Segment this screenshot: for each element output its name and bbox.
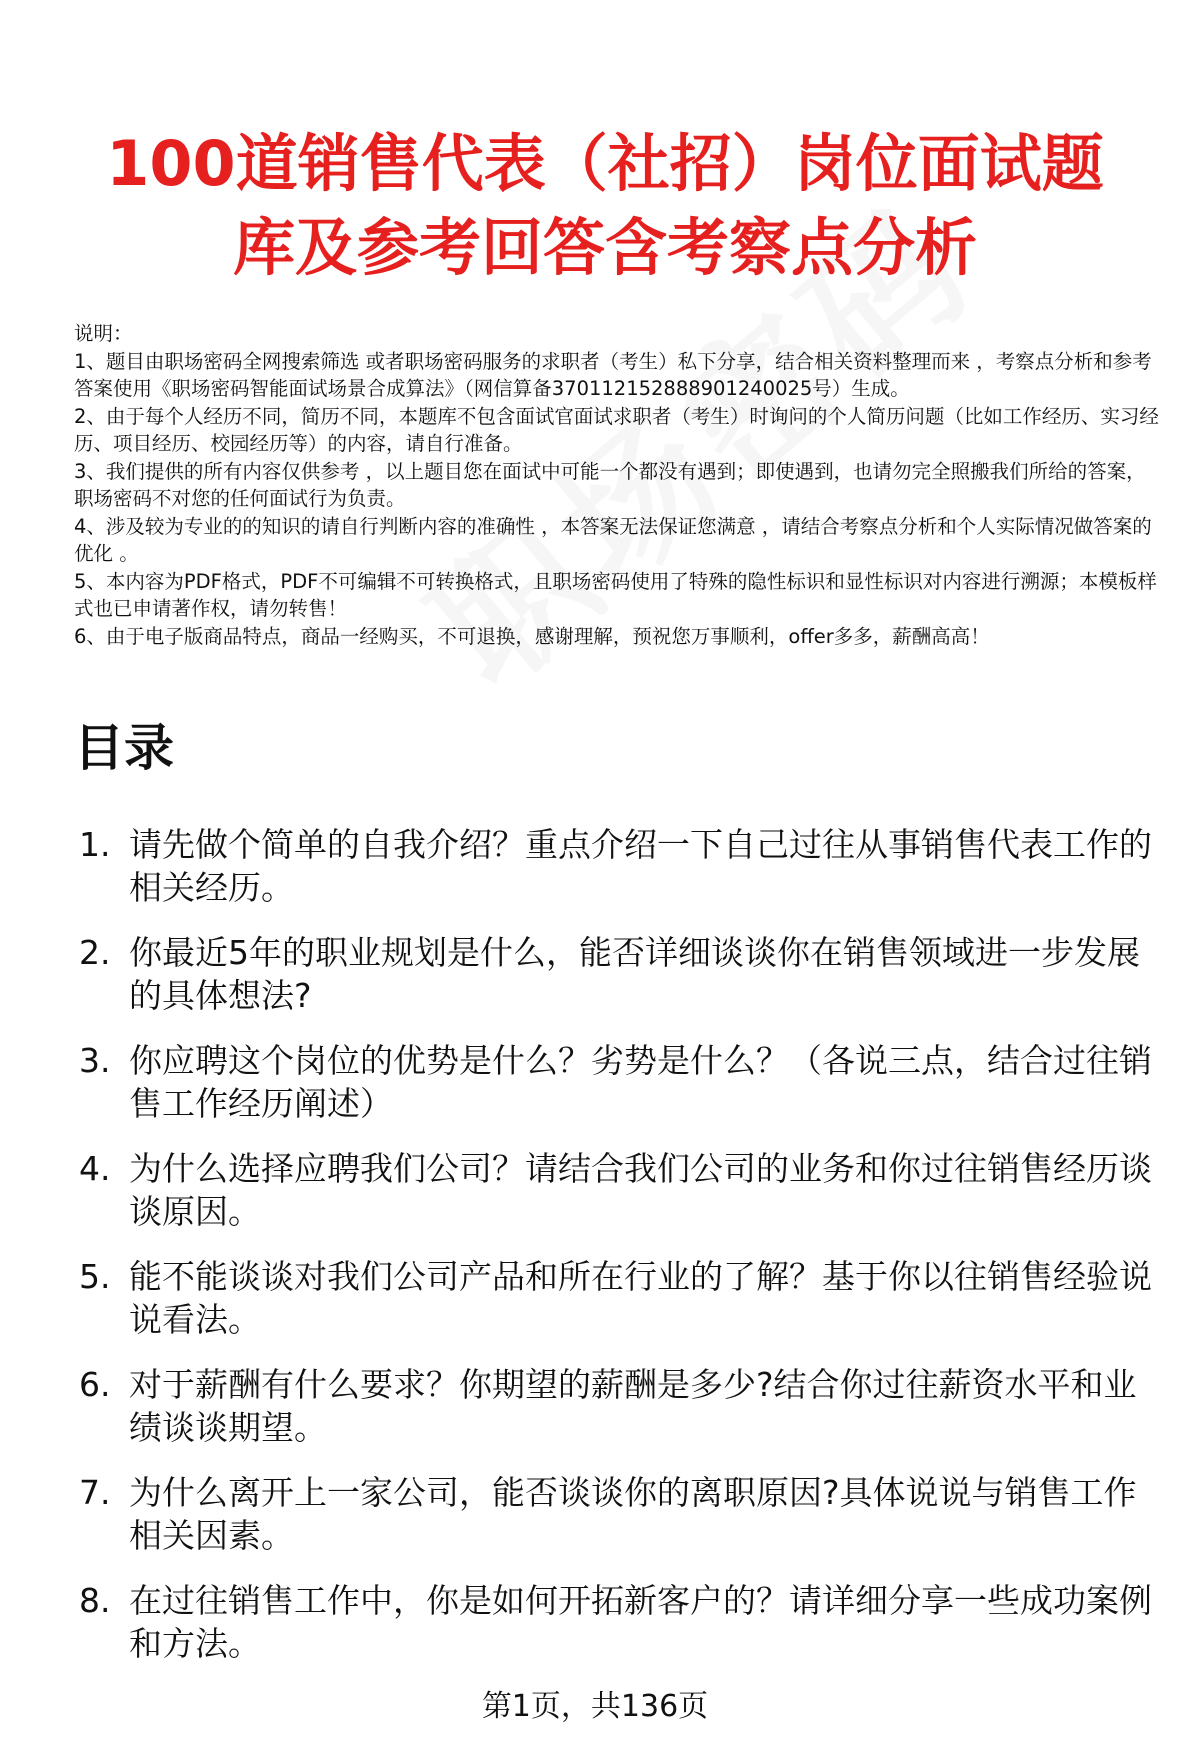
toc-item-number: 5.	[79, 1257, 111, 1296]
toc-item-text: 在过往销售工作中，你是如何开拓新客户的？请详细分享一些成功案例和方法。	[129, 1581, 1152, 1663]
title-line-1: 100道销售代表（社招）岗位面试题	[106, 127, 1104, 200]
toc-item[interactable]	[74, 1363, 1164, 1449]
note-item-5: 5、本内容为PDF格式，PDF不可编辑不可转换格式，且职场密码使用了特殊的隐性标识和显性标识对内容进行溯源；本模板样式也已申请著作权，请勿转售！	[74, 569, 1157, 620]
notes-section	[74, 320, 1164, 650]
page-number: 第1页，共136页	[481, 1689, 709, 1724]
toc-item-number: 2.	[79, 933, 111, 972]
notes-heading: 说明：	[74, 322, 133, 345]
toc-item[interactable]	[74, 1255, 1164, 1341]
toc-item-number: 3.	[79, 1041, 111, 1080]
toc-item[interactable]	[74, 931, 1164, 1017]
toc-heading: 目录	[74, 719, 174, 777]
note-item-1: 1、题目由职场密码全网搜索筛选 或者职场密码服务的求职者（考生）私下分享，结合相关资料整理而来 ，考察点分析和参考答案使用《职场密码智能面试场景合成算法》（网信算备370112152888901240025号）生成。	[74, 349, 1152, 400]
toc-list	[74, 823, 1164, 1687]
note-item-4: 4、涉及较为专业的的知识的请自行判断内容的准确性 ，本答案无法保证您满意 ，请结合考察点分析和个人实际情况做答案的优化 。	[74, 514, 1152, 565]
note-item-3: 3、我们提供的所有内容仅供参考 ，以上题目您在面试中可能一个都没有遇到；即使遇到，也请勿完全照搬我们所给的答案，职场密码不对您的任何面试行为负责。	[74, 459, 1146, 510]
toc-item-number: 1.	[79, 825, 111, 864]
toc-item[interactable]	[74, 823, 1164, 909]
toc-item[interactable]	[74, 1579, 1164, 1665]
toc-item-text: 你应聘这个岗位的优势是什么？劣势是什么？（各说三点，结合过往销售工作经历阐述）	[129, 1041, 1152, 1123]
toc-item-text: 你最近5年的职业规划是什么，能否详细谈谈你在销售领域进一步发展的具体想法?	[129, 933, 1140, 1015]
title-line-2: 库及参考回答含考察点分析	[232, 211, 977, 284]
note-item-6: 6、由于电子版商品特点，商品一经购买，不可退换，感谢理解，预祝您万事顺利，offer多多，薪酬高高！	[74, 624, 990, 648]
toc-item-text: 请先做个简单的自我介绍？重点介绍一下自己过往从事销售代表工作的相关经历。	[129, 825, 1152, 907]
toc-item[interactable]	[74, 1039, 1164, 1125]
toc-item-text: 为什么离开上一家公司，能否谈谈你的离职原因?具体说说与销售工作相关因素。	[129, 1473, 1137, 1555]
toc-item-text: 对于薪酬有什么要求？你期望的薪酬是多少?结合你过往薪资水平和业绩谈谈期望。	[129, 1365, 1137, 1447]
toc-item-number: 6.	[79, 1365, 111, 1404]
toc-item[interactable]	[74, 1471, 1164, 1557]
toc-item-number: 4.	[79, 1149, 111, 1188]
toc-item[interactable]	[74, 1147, 1164, 1233]
document-title	[60, 122, 1150, 290]
note-item-2: 2、由于每个人经历不同，简历不同，本题库不包含面试官面试求职者（考生）时询问的个人简历问题（比如工作经历、实习经历、项目经历、校园经历等）的内容，请自行准备。	[74, 404, 1159, 455]
toc-item-text: 能不能谈谈对我们公司产品和所在行业的了解？基于你以往销售经验说说看法。	[129, 1257, 1152, 1339]
toc-item-number: 7.	[79, 1473, 111, 1512]
toc-item-number: 8.	[79, 1581, 111, 1620]
toc-item-text: 为什么选择应聘我们公司？请结合我们公司的业务和你过往销售经历谈谈原因。	[129, 1149, 1152, 1231]
